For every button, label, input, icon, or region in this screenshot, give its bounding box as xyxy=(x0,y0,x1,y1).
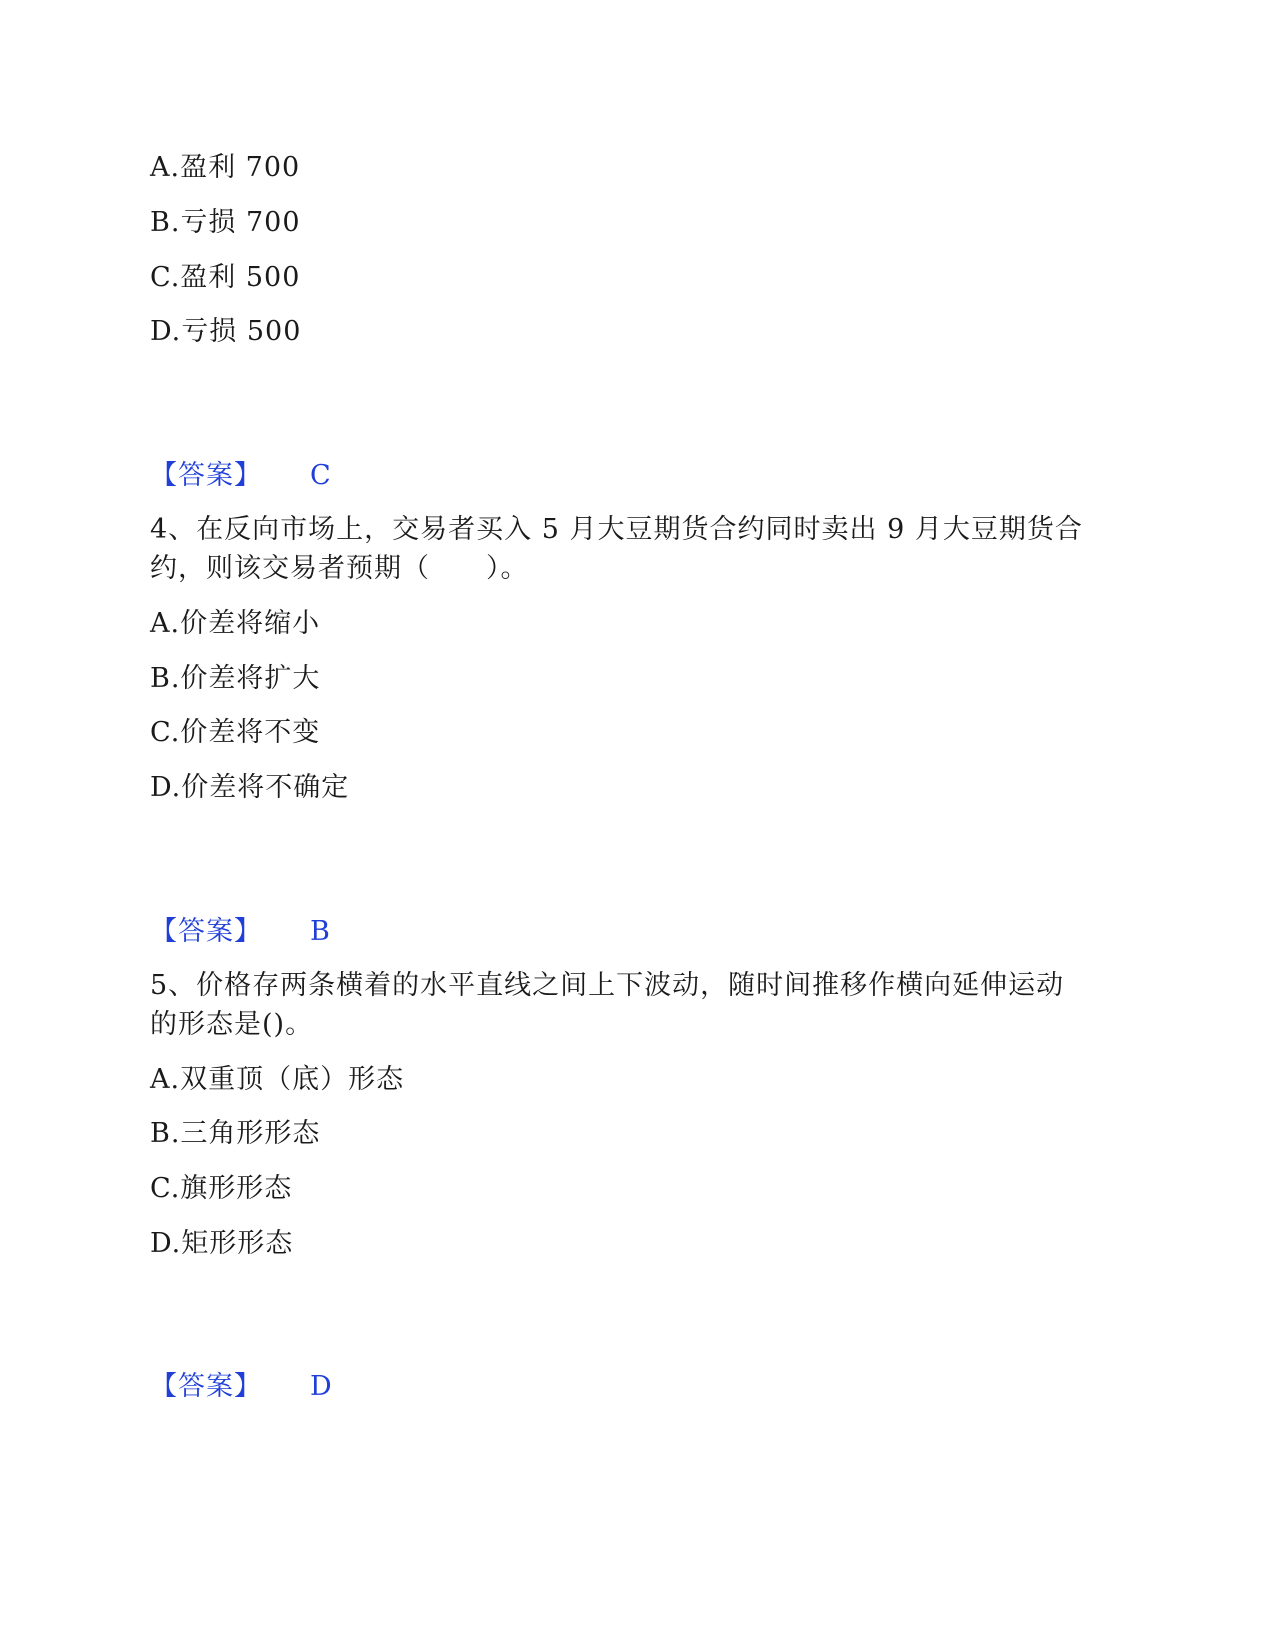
q5-option-a: A.双重顶（底）形态 xyxy=(150,1064,405,1095)
q5-option-c: C.旗形形态 xyxy=(150,1173,293,1204)
q3-option-b: B.亏损 700 xyxy=(150,207,301,238)
q3-option-d: D.亏损 500 xyxy=(150,316,302,347)
q5-option-d: D.矩形形态 xyxy=(150,1228,294,1259)
answer-value: B xyxy=(310,916,330,947)
q4-option-a: A.价差将缩小 xyxy=(150,608,321,639)
q4-stem-line-2: 约，则该交易者预期（ ）。 xyxy=(150,553,529,584)
q5-stem-line-2: 的形态是()。 xyxy=(150,1009,314,1040)
q3-answer xyxy=(150,456,331,496)
q3-option-a: A.盈利 700 xyxy=(150,152,301,183)
q4-stem-line-1: 4、在反向市场上，交易者买入 5 月大豆期货合约同时卖出 9 月大豆期货合 xyxy=(150,514,1083,545)
q4-option-c: C.价差将不变 xyxy=(150,717,321,748)
answer-value: D xyxy=(310,1371,332,1402)
q5-answer xyxy=(150,1367,332,1407)
answer-label: 【答案】 xyxy=(150,1371,262,1402)
answer-label: 【答案】 xyxy=(150,460,262,491)
q4-option-b: B.价差将扩大 xyxy=(150,663,321,694)
q4-option-d: D.价差将不确定 xyxy=(150,772,350,803)
q5-stem-line-1: 5、价格存两条横着的水平直线之间上下波动，随时间推移作横向延伸运动 xyxy=(150,970,1065,1001)
answer-label: 【答案】 xyxy=(150,916,262,947)
q3-option-c: C.盈利 500 xyxy=(150,262,301,293)
q4-answer xyxy=(150,912,330,952)
answer-value: C xyxy=(310,460,331,491)
q5-option-b: B.三角形形态 xyxy=(150,1118,321,1149)
